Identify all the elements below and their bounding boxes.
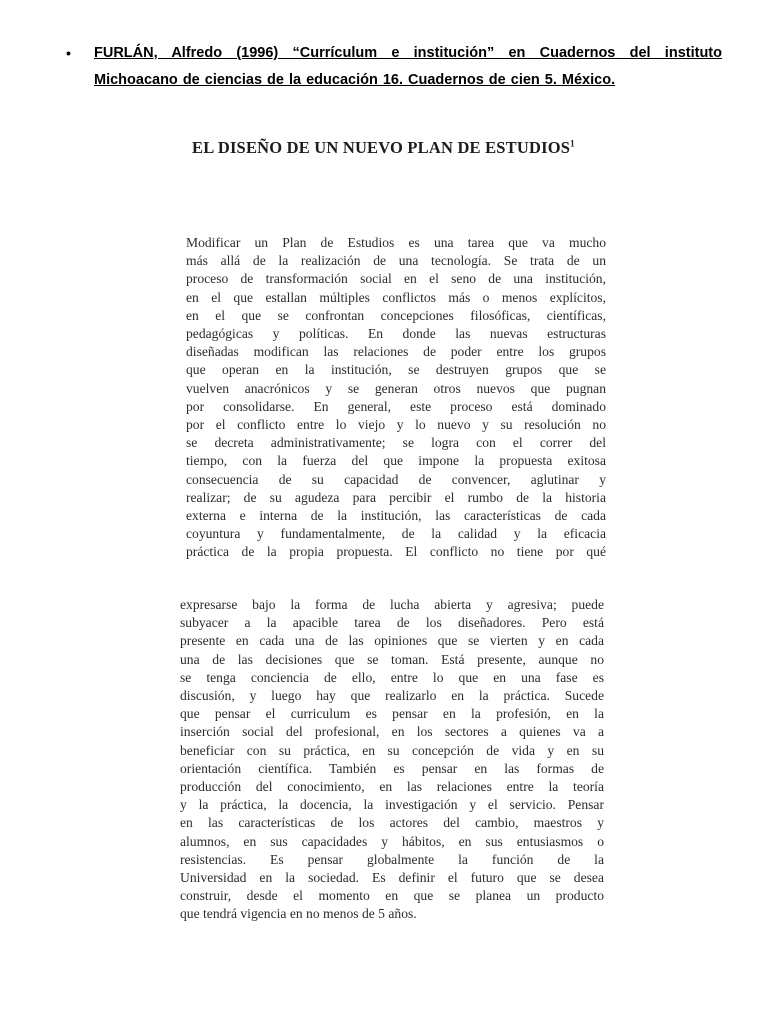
scan-text-line: consecuencia de su capacidad de convencer, aglutinar y: [186, 471, 606, 487]
footnote-mark: 1: [570, 138, 575, 149]
scan-text-line: en el que se confrontan concepciones filosóficas, científicas,: [186, 307, 606, 323]
scanned-page-image: [170, 130, 610, 950]
bibliographic-citation: [66, 40, 722, 94]
scan-text-line: Universidad en la sociedad. Es definir el futuro que se desea: [180, 870, 604, 886]
scan-text-line: alumnos, en sus capacidades y hábitos, en sus entusiasmos o: [180, 833, 604, 849]
scan-text-line: producción del conocimiento, en las relaciones entre la teoría: [180, 779, 604, 795]
scan-text-line: Modificar un Plan de Estudios es una tarea que va mucho: [186, 235, 606, 250]
scan-text-line: por consolidarse. En general, este proceso está dominado: [186, 398, 606, 414]
scan-text-line: subyacer a la apacible tarea de los diseñadores. Pero está: [180, 615, 604, 631]
scan-text-line: pedagógicas y políticas. En donde las nuevas estructuras: [186, 326, 606, 342]
scan-text-line: por el conflicto entre lo viejo y lo nuevo y su resolución no: [186, 417, 606, 433]
scan-text-line: en las características de los actores del cambio, maestros y: [180, 815, 604, 831]
scan-text-line: que pensar el curriculum es pensar en la profesión, en la: [180, 706, 604, 722]
scan-text-line: que tendrá vigencia en no menos de 5 años.: [180, 906, 417, 922]
scan-paragraph-1: [186, 234, 606, 562]
scan-text-line: coyuntura y fundamentalmente, de la calidad y la eficacia: [186, 526, 606, 542]
scan-text-line: orientación científica. También es pensar en las formas de: [180, 760, 604, 776]
scan-text-line: resistencias. Es pensar globalmente la función de la: [180, 851, 604, 867]
bullet-point: •: [66, 45, 71, 61]
scan-text-line: inserción social del profesional, en los sectores a quienes va a: [180, 724, 604, 740]
scan-text-line: en el que estallan múltiples conflictos más o menos explícitos,: [186, 289, 606, 305]
scan-text-line: se decreta administrativamente; se logra con el correr del: [186, 435, 606, 451]
scan-text-line: proceso de transformación social en el seno de una institución,: [186, 271, 606, 287]
scan-title-text: EL DISEÑO DE UN NUEVO PLAN DE ESTUDIOS: [192, 138, 571, 157]
scan-text-line: discusión, y luego hay que realizarlo en la práctica. Sucede: [180, 688, 604, 704]
scan-text-line: práctica de la propia propuesta. El conflicto no tiene por qué: [186, 544, 606, 560]
scan-text-line: y la práctica, la docencia, la investigación y el servicio. Pensar: [180, 797, 604, 813]
scan-text-line: más allá de la realización de una tecnología. Se trata de un: [186, 253, 606, 269]
scan-text-line: que operan en la institución, se destruyen grupos que se: [186, 362, 606, 378]
scan-text-line: se tenga conciencia de ello, entre lo que en una fase es: [180, 669, 604, 685]
scan-text-line: una de las decisiones que se toman. Está presente, aunque no: [180, 651, 604, 667]
scan-text-line: beneficiar con su práctica, en su concepción de vida y en su: [180, 742, 604, 758]
scan-text-line: construir, desde el momento en que se planea un producto: [180, 888, 604, 904]
scan-text-line: expresarse bajo la forma de lucha abierta y agresiva; puede: [180, 597, 604, 612]
scan-text-line: presente en cada una de las opiniones que se vierten y en cada: [180, 633, 604, 649]
citation-text: FURLÁN, Alfredo (1996) “Currículum e institución” en Cuadernos del instituto Michoacano de ciencias de la educación 16. Cuadernos de cien 5. México.: [94, 45, 722, 88]
scan-text-line: realizar; de su agudeza para percibir el rumbo de la historia: [186, 489, 606, 505]
scan-text-line: diseñadas modifican las relaciones de poder entre los grupos: [186, 344, 606, 360]
scan-title: [192, 138, 612, 158]
scan-text-line: externa e interna de la institución, las características de cada: [186, 508, 606, 524]
scan-text-line: tiempo, con la fuerza del que impone la propuesta exitosa: [186, 453, 606, 469]
scan-paragraph-2: [180, 596, 604, 924]
scan-text-line: vuelven anacrónicos y se generan otros nuevos que pugnan: [186, 380, 606, 396]
